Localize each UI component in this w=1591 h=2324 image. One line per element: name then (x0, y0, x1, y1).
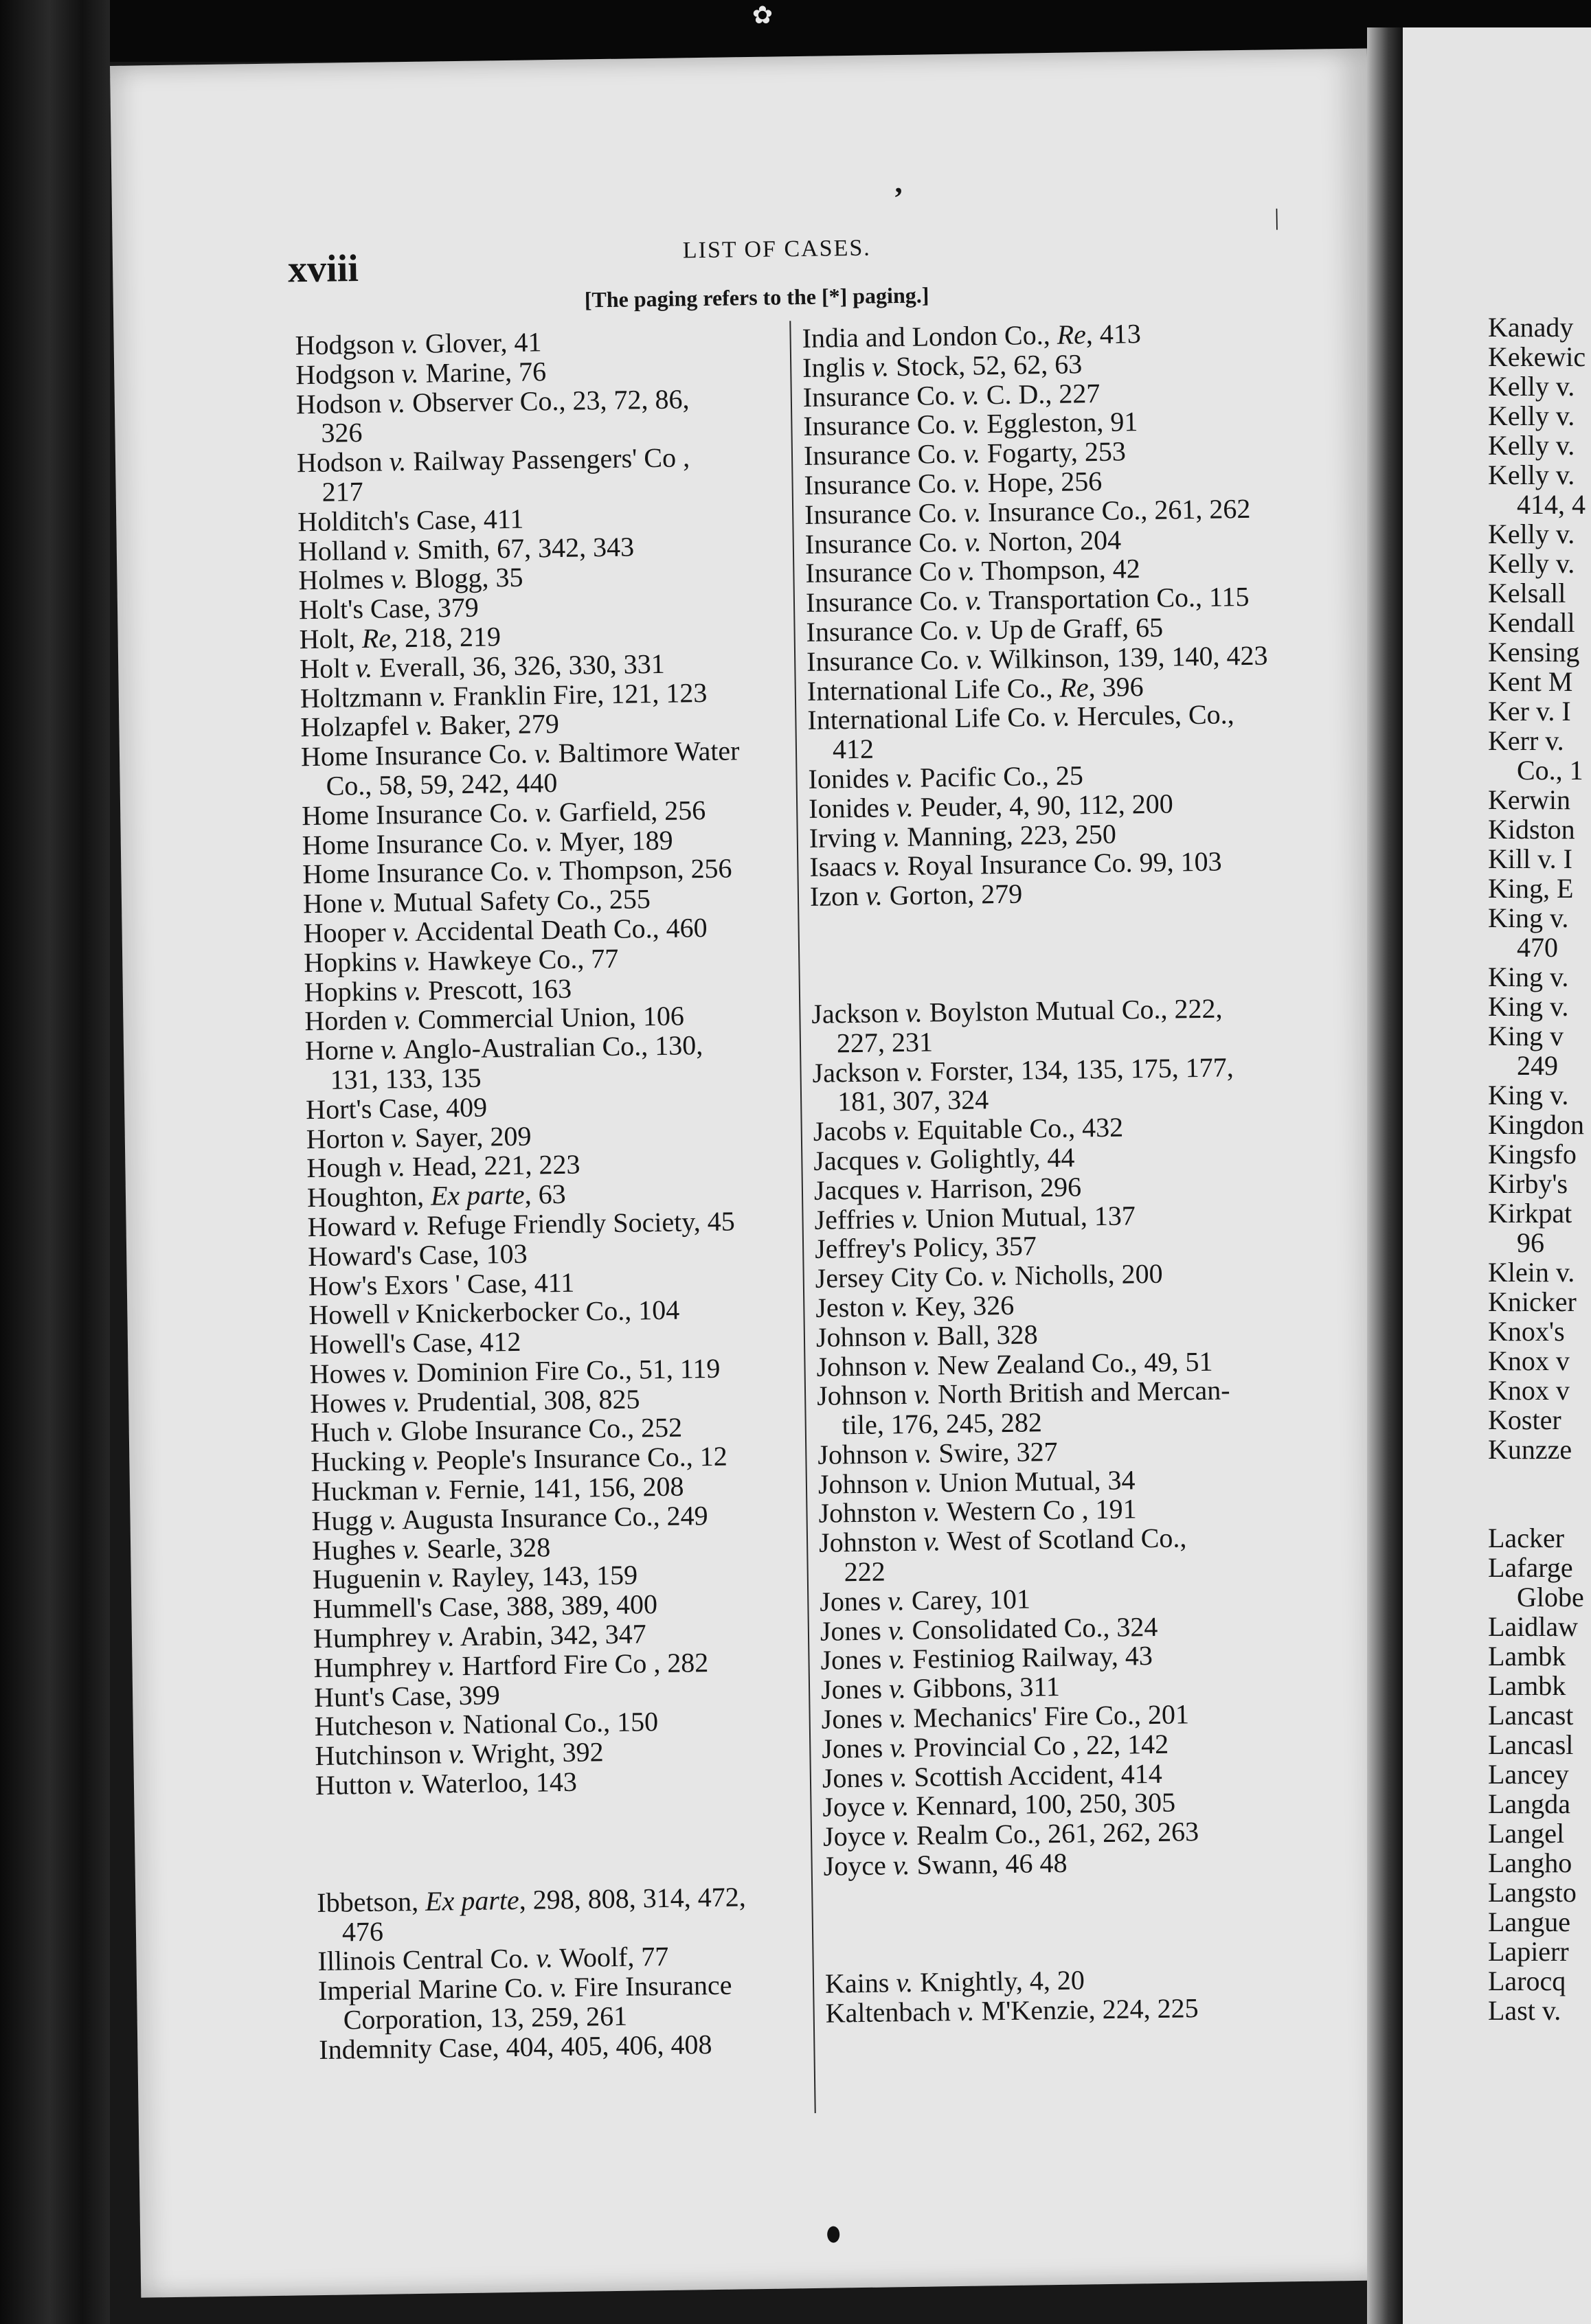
case-entry: Insurance Co v. Thompson, 42 (805, 553, 1141, 589)
ornament-icon: ✿ (752, 1, 774, 29)
case-entry: Holt's Case, 379 (298, 591, 479, 626)
case-entry: Jackson v. Forster, 134, 135, 175, 177, (812, 1051, 1234, 1089)
adjacent-page-fragment: Kekewic (1488, 341, 1586, 372)
ink-smudge (827, 2226, 839, 2242)
case-entry: Jacques v. Harrison, 296 (813, 1171, 1082, 1206)
adjacent-page-fragment: Kingdon (1488, 1109, 1584, 1140)
case-entry: Jones v. Mechanics' Fire Co., 201 (821, 1698, 1190, 1735)
case-entry: Illinois Central Co. v. Woolf, 77 (317, 1941, 669, 1977)
case-entry: Hutton v. Waterloo, 143 (315, 1766, 578, 1801)
case-entry: International Life Co. v. Hercules, Co., (807, 698, 1234, 736)
page-number: xviii (287, 247, 359, 291)
case-entry-continuation: tile, 176, 245, 282 (842, 1406, 1043, 1441)
section-gap (315, 1792, 907, 1889)
case-entry: Holditch's Case, 411 (297, 503, 524, 538)
adjacent-page-fragment: Kelly v. (1488, 400, 1575, 431)
adjacent-page-fragment: Laidlaw (1488, 1611, 1579, 1642)
case-entry: Hough v. Head, 221, 223 (306, 1148, 580, 1184)
case-entry: Hugg v. Augusta Insurance Co., 249 (311, 1499, 708, 1536)
case-entry: Jones v. Festiniog Railway, 43 (820, 1640, 1153, 1676)
ink-tick: | (1274, 205, 1280, 231)
case-entry: Johnston v. West of Scotland Co., (818, 1522, 1187, 1559)
adjacent-page-fragment: Knox v (1488, 1345, 1570, 1376)
case-entry: Insurance Co. v. Eggleston, 91 (803, 406, 1138, 442)
case-entry: Holt, Re, 218, 219 (299, 621, 501, 655)
adjacent-page-fragment: Lancast (1488, 1700, 1574, 1731)
case-entry: Insurance Co. v. Insurance Co., 261, 262 (804, 492, 1251, 530)
adjacent-page-fragment: Co., 1 (1517, 755, 1583, 786)
adjacent-page-fragment: Klein v. (1488, 1257, 1575, 1288)
case-entry: Horden v. Commercial Union, 106 (304, 1000, 685, 1037)
case-entry: Howes v. Prudential, 308, 825 (309, 1383, 640, 1419)
case-entry: Howard v. Refuge Friendly Society, 45 (307, 1205, 735, 1243)
right-column (802, 316, 1417, 2028)
adjacent-page-fragment: Lambk (1488, 1670, 1566, 1701)
adjacent-page-fragment: Kerr v. (1488, 725, 1564, 756)
ink-mark: , (894, 165, 903, 200)
case-entry: Hodson v. Observer Co., 23, 72, 86, (295, 383, 690, 420)
case-entry: Huguenin v. Rayley, 143, 159 (312, 1559, 638, 1595)
adjacent-page-fragment: Kerwin (1488, 784, 1570, 815)
case-entry: Hummell's Case, 388, 389, 400 (313, 1588, 658, 1625)
section-gap (810, 904, 1402, 1000)
running-head: LIST OF CASES. (682, 235, 872, 264)
adjacent-page-fragment: Kelly v. (1488, 548, 1575, 579)
case-entry: Jersey City Co. v. Nicholls, 200 (815, 1257, 1163, 1294)
case-entry: Hutchinson v. Wright, 392 (315, 1736, 604, 1772)
adjacent-page-fragment: King v. (1488, 902, 1569, 933)
case-entry: Holt v. Everall, 36, 326, 330, 331 (299, 648, 665, 684)
case-entry: Jones v. Carey, 101 (820, 1583, 1031, 1617)
case-entry: Hodgson v. Marine, 76 (295, 355, 547, 391)
case-entry: Humphrey v. Arabin, 342, 347 (313, 1618, 647, 1654)
case-entry: Joyce v. Kennard, 100, 250, 305 (822, 1787, 1176, 1823)
case-entry: Hopkins v. Prescott, 163 (304, 972, 572, 1007)
case-entry: Holland v. Smith, 67, 342, 343 (297, 530, 635, 567)
adjacent-page-fragment: Langsto (1488, 1877, 1577, 1908)
case-entry-continuation: 131, 133, 135 (330, 1062, 482, 1095)
adjacent-page-fragment: Kendall (1488, 607, 1575, 638)
adjacent-page-fragment: King v. (1488, 1080, 1569, 1110)
adjacent-page-fragment: Last v. (1488, 1995, 1561, 2026)
adjacent-page-fragment: Knicker (1488, 1286, 1577, 1317)
case-entry: Hughes v. Searle, 328 (311, 1531, 551, 1566)
case-entry: Insurance Co. v. Norton, 204 (804, 524, 1122, 560)
case-entry: Joyce v. Swann, 46 48 (823, 1847, 1068, 1882)
adjacent-page-fragment: Kingsfo (1488, 1139, 1577, 1170)
adjacent-page-fragment: Lapierr (1488, 1936, 1569, 1967)
case-entry: Huch v. Globe Insurance Co., 252 (310, 1412, 683, 1448)
case-entry: Insurance Co. v. Hope, 256 (804, 465, 1103, 501)
adjacent-page-fragment: 470 (1517, 932, 1558, 963)
adjacent-page-fragment: Lafarge (1488, 1552, 1573, 1583)
case-entry: Humphrey v. Hartford Fire Co , 282 (313, 1646, 709, 1683)
adjacent-page-fragment: Kanady (1488, 312, 1574, 343)
case-entry: Irving v. Manning, 223, 250 (809, 818, 1117, 854)
paging-note: [The paging refers to the [*] paging.] (584, 282, 929, 312)
case-entry: How's Exors ' Case, 411 (308, 1266, 575, 1301)
case-entry: Johnson v. North British and Mercan- (816, 1374, 1230, 1412)
case-entry: Ionides v. Pacific Co., 25 (808, 760, 1084, 795)
case-entry: Johnson v. Swire, 327 (817, 1435, 1058, 1470)
adjacent-page-fragment: Lancey (1488, 1759, 1569, 1790)
case-entry: Hodson v. Railway Passengers' Co , (296, 442, 690, 479)
case-entry: Hucking v. People's Insurance Co., 12 (311, 1440, 728, 1478)
adjacent-page-fragment: Langho (1488, 1847, 1572, 1878)
case-entry: Jones v. Provincial Co , 22, 142 (821, 1728, 1169, 1764)
case-entry: Jackson v. Boylston Mutual Co., 222, (811, 992, 1223, 1029)
case-entry: Home Insurance Co. v. Baltimore Water (300, 735, 740, 773)
case-entry: Holtzmann v. Franklin Fire, 121, 123 (300, 676, 708, 714)
case-entry: Jacobs v. Equitable Co., 432 (813, 1111, 1124, 1147)
case-entry: India and London Co., Re, 413 (802, 318, 1142, 354)
case-entry: Joyce v. Realm Co., 261, 262, 263 (822, 1816, 1199, 1853)
case-entry-continuation: 412 (832, 733, 875, 765)
case-entry: Home Insurance Co. v. Garfield, 256 (301, 794, 706, 831)
section-gap (824, 1873, 1416, 1970)
case-entry: Jones v. Consolidated Co., 324 (820, 1610, 1158, 1647)
case-entry: Howell's Case, 412 (308, 1325, 521, 1360)
case-entry: Holmes v. Blogg, 35 (298, 562, 523, 596)
case-entry: Insurance Co. v. Up de Graff, 65 (806, 611, 1164, 648)
case-entry: Howell v Knickerbocker Co., 104 (308, 1294, 680, 1331)
adjacent-page-fragment: Kirkpat (1488, 1198, 1572, 1229)
adjacent-page-fragment: Kensing (1488, 637, 1580, 668)
adjacent-page-fragment: 96 (1517, 1227, 1544, 1258)
case-entry: Jones v. Gibbons, 311 (820, 1671, 1061, 1706)
adjacent-page-fragment: Lambk (1488, 1641, 1566, 1672)
adjacent-page-fragment: Kidston (1488, 814, 1575, 845)
case-entry-continuation: 181, 307, 324 (837, 1084, 989, 1117)
case-entry: Ionides v. Peuder, 4, 90, 112, 200 (808, 788, 1174, 824)
adjacent-page-fragment: Koster (1488, 1404, 1561, 1435)
adjacent-page-fragment: Langda (1488, 1788, 1570, 1819)
book-spine (0, 0, 110, 2324)
case-entry: Holzapfel v. Baker, 279 (300, 708, 560, 743)
case-entry: Home Insurance Co. v. Myer, 189 (302, 824, 673, 861)
adjacent-page-fragment: Larocq (1488, 1966, 1566, 1996)
case-entry-continuation: 326 (321, 417, 363, 449)
case-entry: Ibbetson, Ex parte, 298, 808, 314, 472, (317, 1881, 747, 1918)
case-entry: Horne v. Anglo-Australian Co., 130, (304, 1029, 703, 1067)
page-gutter (1367, 27, 1403, 2324)
case-entry: Insurance Co. v. Transportation Co., 115 (805, 581, 1250, 619)
adjacent-page-fragment: 249 (1517, 1050, 1558, 1081)
case-entry: Hone v. Mutual Safety Co., 255 (302, 883, 651, 920)
case-entry: Howes v. Dominion Fire Co., 51, 119 (309, 1352, 721, 1390)
case-entry: Imperial Marine Co. v. Fire Insurance (317, 1969, 732, 2007)
case-entry: Jones v. Scottish Accident, 414 (822, 1757, 1162, 1794)
case-entry: Huckman v. Fernie, 141, 156, 208 (311, 1470, 684, 1507)
adjacent-page-fragment: Knox's (1488, 1316, 1565, 1347)
adjacent-page-fragment: Kent M (1488, 666, 1573, 697)
case-entry: Jacques v. Golightly, 44 (813, 1141, 1075, 1176)
adjacent-page-fragment: Kill v. I (1488, 843, 1572, 874)
adjacent-page-fragment: King v (1488, 1021, 1564, 1051)
adjacent-page-fragment: Kelly v. (1488, 430, 1575, 461)
case-entry: Hodgson v. Glover, 41 (295, 326, 542, 361)
case-entry: Inglis v. Stock, 52, 62, 63 (802, 348, 1083, 383)
case-entry: Jeffrey's Policy, 357 (814, 1230, 1037, 1265)
adjacent-page-fragment: Globe (1517, 1582, 1584, 1613)
case-entry: Hort's Case, 409 (305, 1091, 488, 1125)
case-entry: International Life Co., Re, 396 (806, 670, 1144, 707)
case-entry: Horton v. Sayer, 209 (306, 1120, 532, 1154)
case-entry: Howard's Case, 103 (307, 1238, 528, 1272)
adjacent-page-fragment: Knox v (1488, 1375, 1570, 1406)
case-entry-continuation: 227, 231 (836, 1026, 934, 1059)
adjacent-page-fragment: King, E (1488, 873, 1574, 904)
book-page (110, 48, 1398, 2297)
case-entry-continuation: 476 (341, 1915, 384, 1948)
case-entry: Kains v. Knightly, 4, 20 (824, 1964, 1085, 1999)
adjacent-page-fragment: King v. (1488, 961, 1569, 992)
case-entry: Isaacs v. Royal Insurance Co. 99, 103 (809, 845, 1222, 883)
case-entry-continuation: 217 (321, 475, 363, 508)
case-entry: Johnson v. Union Mutual, 34 (817, 1464, 1136, 1500)
case-entry: Houghton, Ex parte, 63 (306, 1178, 566, 1214)
case-entry: Johnson v. Ball, 328 (815, 1319, 1038, 1353)
case-entry: Insurance Co. v. Wilkinson, 139, 140, 423 (806, 639, 1268, 677)
case-entry-continuation: Co., 58, 59, 242, 440 (326, 766, 558, 801)
adjacent-page-fragment: Langel (1488, 1818, 1565, 1849)
adjacent-page-fragment: King v. (1488, 991, 1569, 1022)
case-entry: Jeston v. Key, 326 (815, 1289, 1015, 1323)
case-entry: Hunt's Case, 399 (313, 1678, 501, 1713)
case-entry: Kaltenbach v. M'Kenzie, 224, 225 (825, 1992, 1199, 2029)
case-entry: Hopkins v. Hawkeye Co., 77 (303, 942, 619, 978)
case-entry-continuation: 222 (844, 1556, 886, 1588)
case-entry: Home Insurance Co. v. Thompson, 256 (302, 852, 732, 890)
adjacent-page-fragment: 414, 4 (1517, 489, 1586, 520)
case-entry: Jeffries v. Union Mutual, 137 (814, 1199, 1136, 1235)
adjacent-page-fragment: Lacker (1488, 1523, 1565, 1553)
adjacent-page-fragment: Kelly v. (1488, 371, 1575, 402)
adjacent-page-fragment: Lancasl (1488, 1729, 1574, 1760)
adjacent-page-fragment: Kirby's (1488, 1168, 1568, 1199)
adjacent-page-fragment: Kelsall (1488, 578, 1566, 608)
adjacent-page-fragment: Ker v. I (1488, 696, 1571, 727)
case-entry: Insurance Co. v. Fogarty, 253 (803, 435, 1127, 472)
case-entry: Johnston v. Western Co , 191 (818, 1493, 1137, 1529)
case-entry: Izon v. Gorton, 279 (809, 878, 1023, 913)
adjacent-page-fragment: Kelly v. (1488, 519, 1575, 549)
case-entry-continuation: Corporation, 13, 259, 261 (343, 2000, 628, 2036)
case-entry: Hutcheson v. National Co., 150 (314, 1706, 659, 1742)
adjacent-page-fragment: Kelly v. (1488, 459, 1575, 490)
adjacent-page-fragment: Kunzze (1488, 1434, 1572, 1465)
adjacent-page-fragment: Langue (1488, 1906, 1570, 1937)
case-entry: Hooper v. Accidental Death Co., 460 (303, 911, 708, 949)
adjacent-page (1403, 27, 1591, 2324)
case-entry: Johnson v. New Zealand Co., 49, 51 (816, 1345, 1213, 1382)
case-entry: Insurance Co. v. C. D., 227 (802, 377, 1101, 413)
case-entry: Indemnity Case, 404, 405, 406, 408 (319, 2028, 712, 2065)
